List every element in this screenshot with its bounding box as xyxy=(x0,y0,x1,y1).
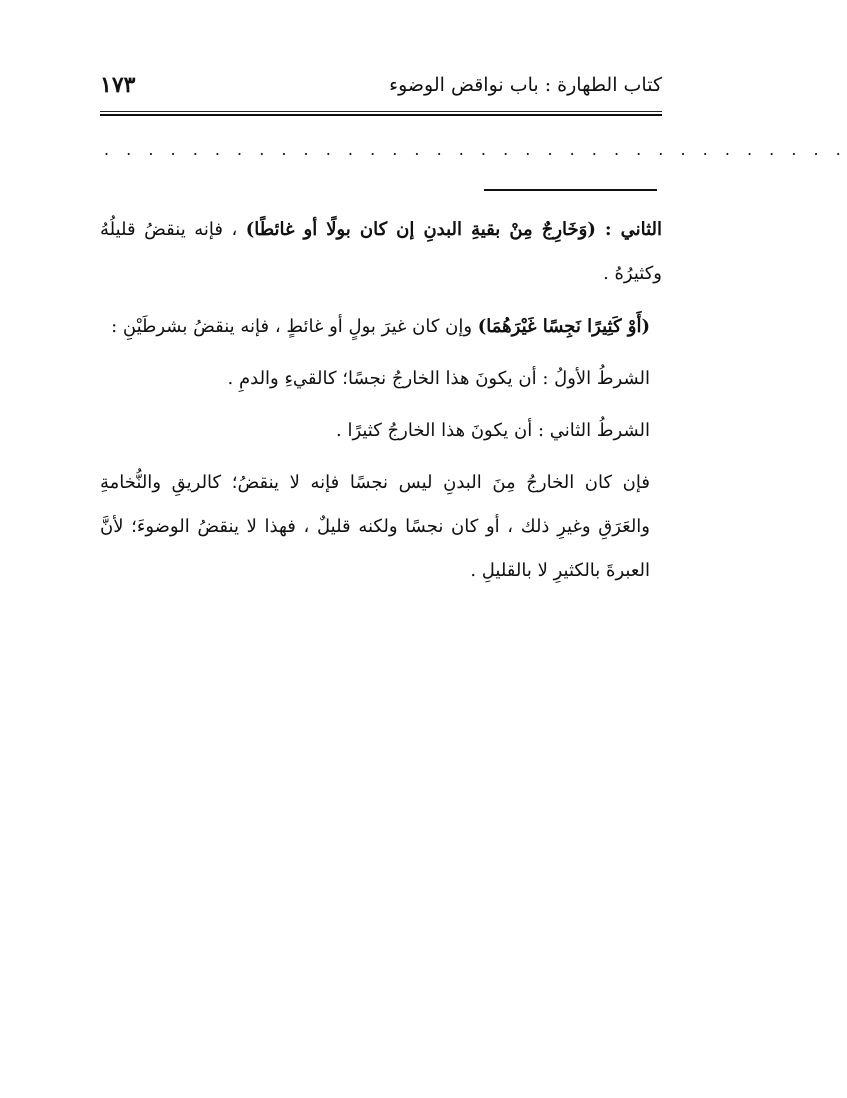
paragraph-1-quote: (وَخَارِجٌ مِنْ بقيةِ البدنِ إن كان بولًا أو غائطًا) xyxy=(245,219,596,240)
paragraph-1 xyxy=(100,208,662,296)
body-text xyxy=(100,208,662,601)
paragraph-4: الشرطُ الثاني : أن يكونَ هذا الخارجُ كثيرًا . xyxy=(336,420,650,441)
paragraph-3: الشرطُ الأولُ : أن يكونَ هذا الخارجُ نجسًا؛ كالقيءِ والدمِ . xyxy=(227,368,650,389)
paragraph-2-quote: (أَوْ كَثِيرًا نَجِسًا غَيْرَهُمَا) xyxy=(477,316,650,337)
section-rule xyxy=(484,189,657,191)
paragraph-2 xyxy=(100,305,662,349)
header-rule-thick xyxy=(100,114,662,116)
running-header xyxy=(100,74,662,104)
header-title: كتاب الطهارة : باب نواقض الوضوء xyxy=(389,74,662,96)
page-number: ١٧٣ xyxy=(100,72,136,98)
paragraph-1-lead: الثاني : xyxy=(595,219,663,240)
dotted-separator: . . . . . . . . . . . . . . . . . . . . . . . . . . . . . . . . . . xyxy=(104,140,847,159)
paragraph-2-rest: وإن كان غيرَ بولٍ أو غائطٍ ، فإنه ينقضُ بشرطَيْنِ : xyxy=(111,316,478,337)
paragraph-5: فإن كان الخارجُ مِنَ البدنِ ليس نجسًا فإنه لا ينقضُ؛ كالريقِ والنُّخامةِ والعَرَقِ وغيرِ ذلك ، أو كان نجسًا ولكنه قليلٌ ، فهذا لا ينقضُ الوضوءَ؛ لأنَّ العبرةَ بالكثيرِ لا بالقليلِ . xyxy=(100,472,650,581)
header-rule-thin xyxy=(100,111,662,112)
paragraph-1-rest: ، فإنه ينقضُ قليلُهُ وكثيرُهُ . xyxy=(100,219,662,284)
